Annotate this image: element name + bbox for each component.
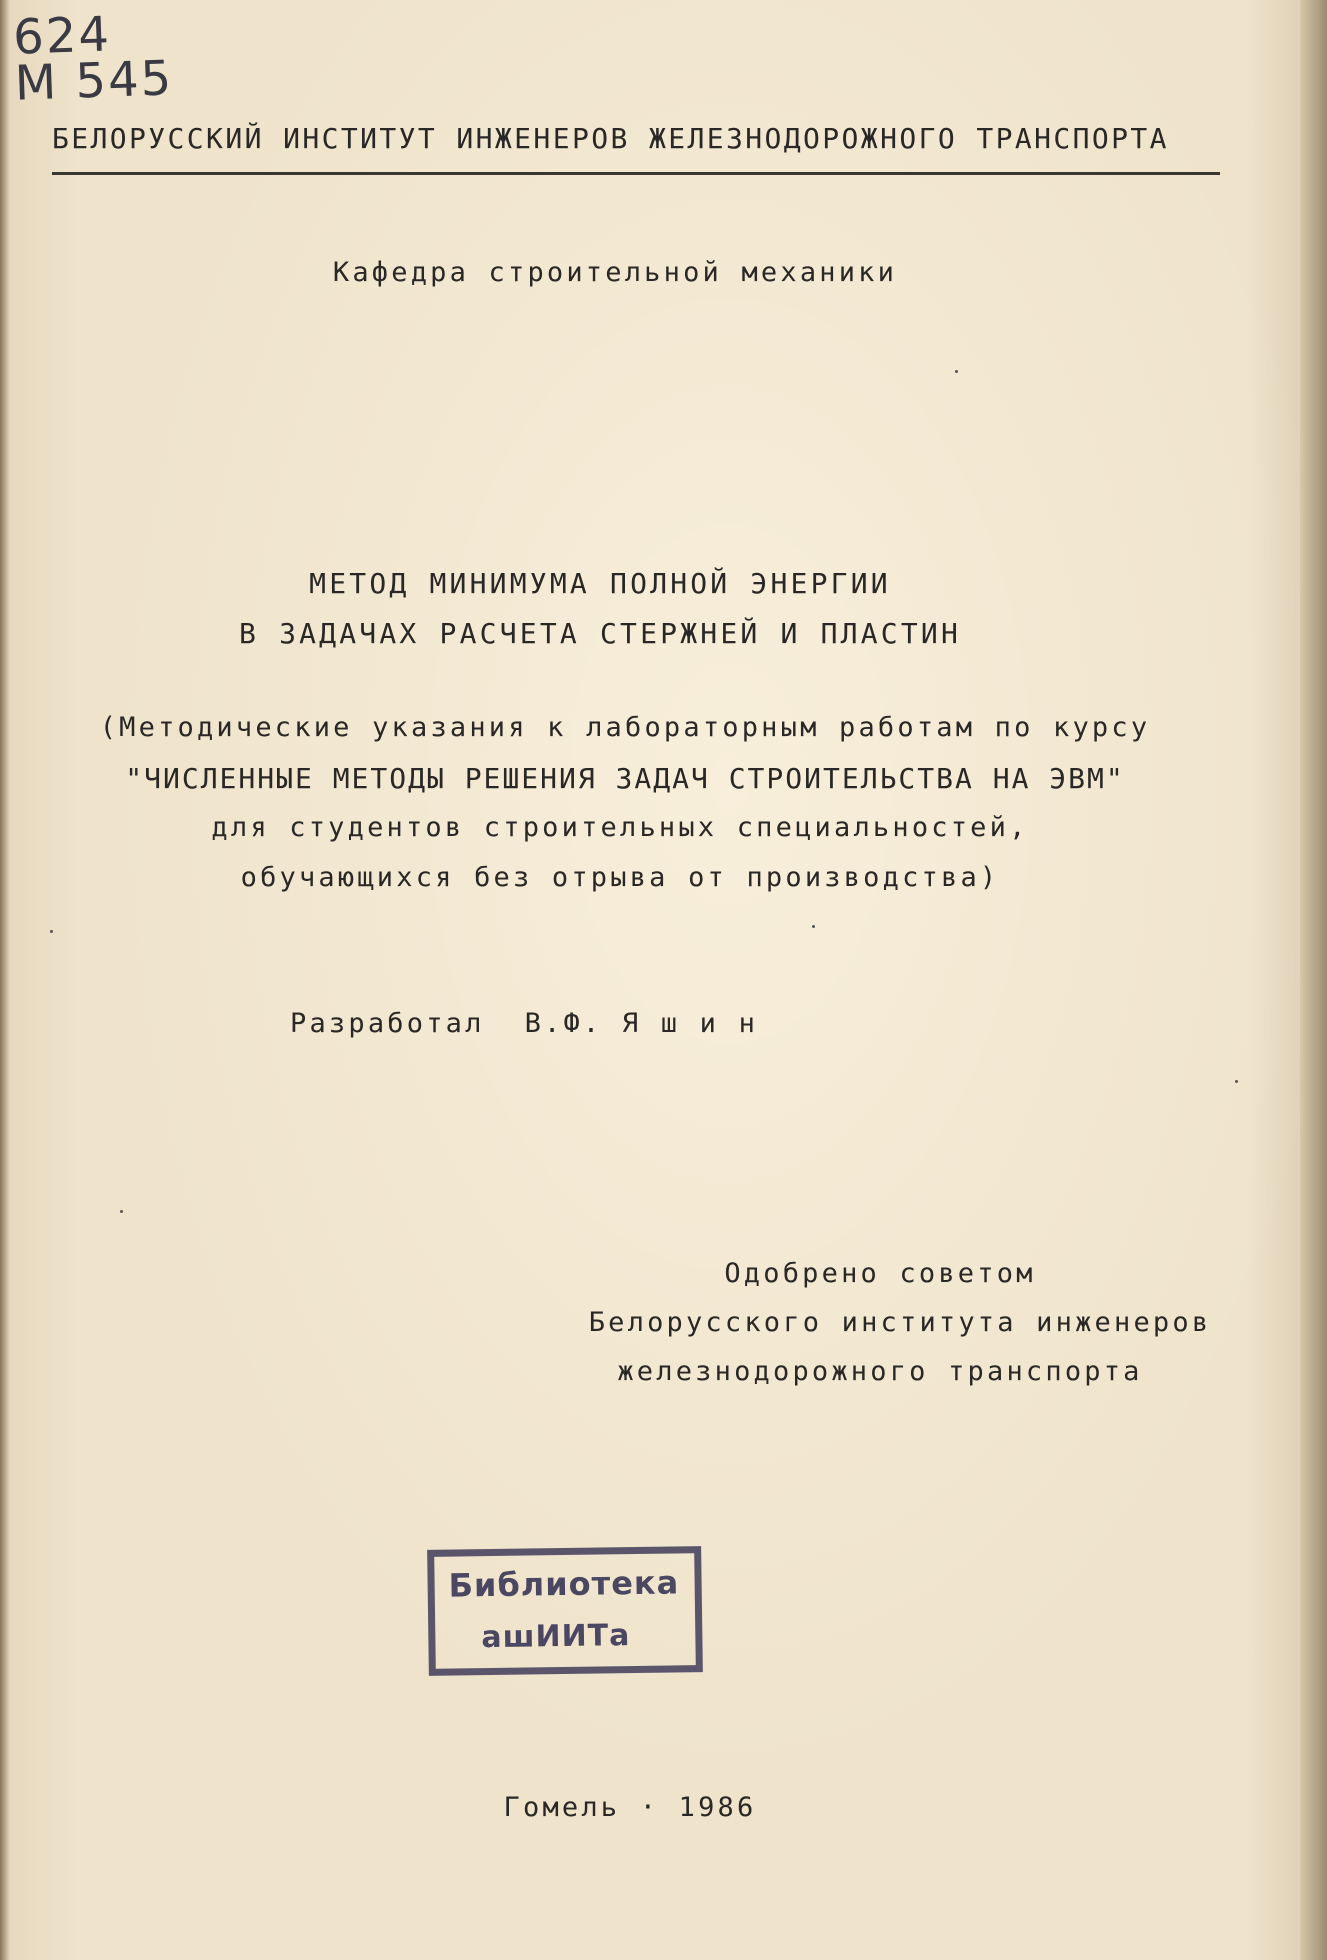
imprint-city-year: Гомель · 1986 <box>503 1792 757 1823</box>
paper-speck <box>120 1210 123 1213</box>
catalog-mark-line-1: 624 <box>12 6 112 66</box>
handwritten-catalog-mark <box>12 6 175 112</box>
paper-speck <box>50 930 53 933</box>
approval-line-1: Одобрено советом <box>724 1258 1036 1289</box>
subtitle-line-4: обучающихся без отрыва от производства) <box>240 862 1000 893</box>
approval-line-2: Белорусского института инженеров <box>588 1307 1212 1338</box>
title-line-1: МЕТОД МИНИМУМА ПОЛНОЙ ЭНЕРГИИ <box>309 567 891 600</box>
title-line-2: В ЗАДАЧАХ РАСЧЕТА СТЕРЖНЕЙ И ПЛАСТИН <box>238 617 962 650</box>
author-label: Разработал <box>290 1008 485 1039</box>
catalog-mark-line-2: M 545 <box>13 50 175 112</box>
paper-speck <box>955 370 958 373</box>
subtitle-line-3: для студентов строительных специальностей, <box>211 812 1029 843</box>
header-rule <box>52 172 1220 175</box>
author-line <box>290 1008 758 1039</box>
subtitle-line-2: "ЧИСЛЕННЫЕ МЕТОДЫ РЕШЕНИЯ ЗАДАЧ СТРОИТЕЛЬСТВА НА ЭВМ" <box>125 762 1125 795</box>
author-name: В.Ф. Я ш и н <box>524 1008 759 1039</box>
stamp-line-1: Библиотека <box>448 1563 680 1605</box>
paper-speck <box>812 925 815 928</box>
subtitle-line-1: (Методические указания к лабораторным работам по курсу <box>99 712 1151 743</box>
stamp-line-2: ашИИТа <box>481 1618 631 1656</box>
paper-speck <box>1235 1080 1238 1083</box>
institute-header: БЕЛОРУССКИЙ ИНСТИТУТ ИНЖЕНЕРОВ ЖЕЛЕЗНОДОРОЖНОГО ТРАНСПОРТА <box>52 122 1169 155</box>
department-name: Кафедра строительной механики <box>332 257 898 288</box>
approval-line-3: железнодорожного транспорта <box>617 1356 1143 1387</box>
library-stamp <box>427 1546 703 1676</box>
